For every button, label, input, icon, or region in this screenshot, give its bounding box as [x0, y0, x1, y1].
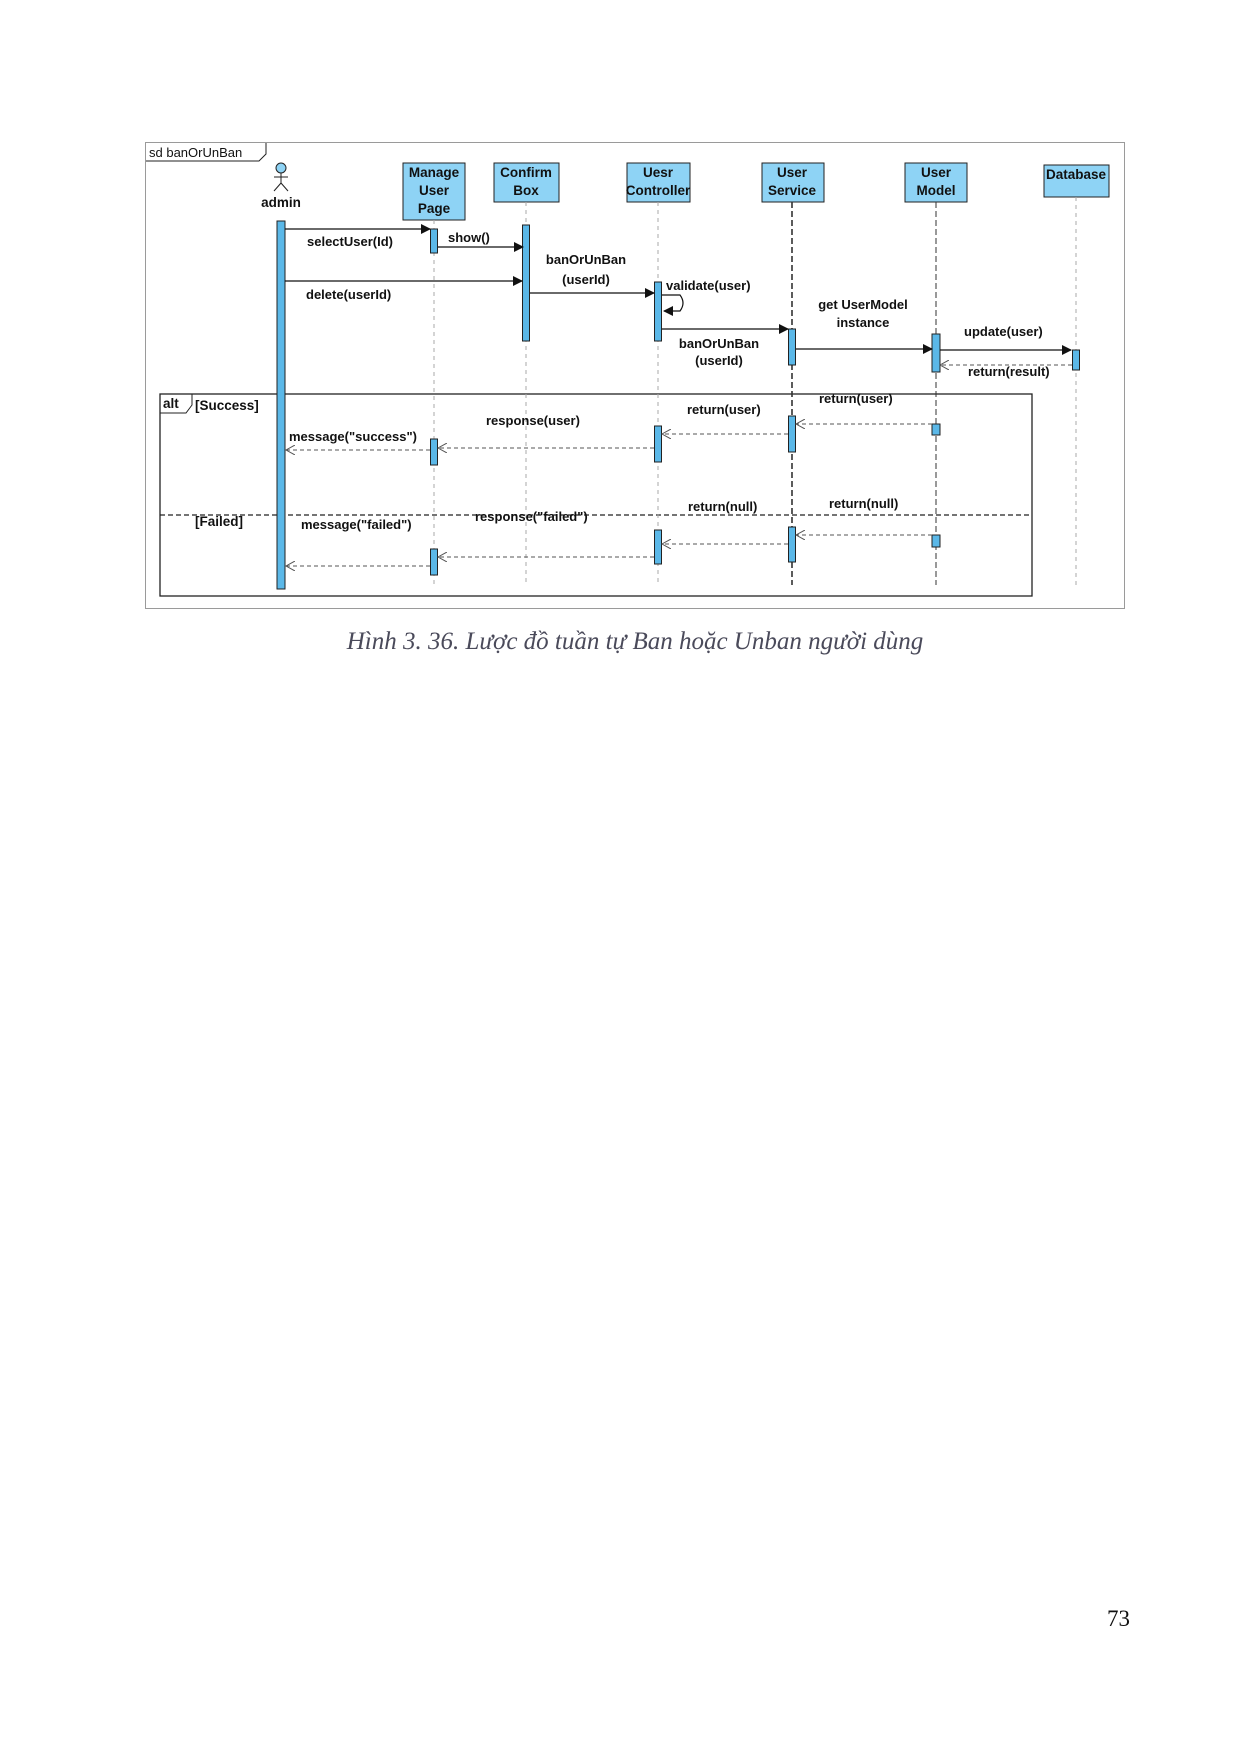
- message-label: return(user): [819, 391, 893, 406]
- activation-model: [932, 334, 940, 372]
- message-label: instance: [836, 315, 890, 330]
- message-label: validate(user): [666, 278, 751, 293]
- guard-failed: [Failed]: [195, 514, 244, 529]
- activation-service: [789, 527, 796, 562]
- alt-operator-label: alt: [163, 396, 179, 411]
- message-label: return(result): [968, 364, 1050, 379]
- lifeline-label-confirm: Confirm: [500, 165, 552, 180]
- lifeline-label-model: Model: [916, 183, 956, 198]
- figure-caption: Hình 3. 36. Lược đồ tuần tự Ban hoặc Unban người dùng: [346, 628, 924, 655]
- lifeline-label-database: Database: [1045, 167, 1107, 182]
- lifeline-label-manage: User: [418, 183, 450, 198]
- message-label: return(user): [687, 402, 761, 417]
- lifeline-label-manage: Page: [417, 201, 451, 216]
- message-label: update(user): [964, 324, 1043, 339]
- activation-controller: [655, 282, 662, 341]
- message-label: delete(userId): [306, 287, 392, 302]
- lifeline-label-service: Service: [767, 183, 817, 198]
- guard-success: [Success]: [195, 398, 259, 413]
- message-label: (userId): [562, 272, 610, 287]
- activation-service: [789, 416, 796, 452]
- lifeline-label-confirm: Box: [513, 183, 539, 198]
- activation-controller: [655, 530, 662, 564]
- activation-database: [1073, 350, 1080, 370]
- lifeline-label-service: User: [776, 165, 808, 180]
- activation-actor: [277, 221, 285, 589]
- message-label: banOrUnBan: [545, 252, 627, 267]
- message-label: selectUser(Id): [307, 234, 393, 249]
- message-label: message("failed"): [301, 517, 412, 532]
- activation-service: [789, 329, 796, 365]
- frame-label: sd banOrUnBan: [149, 145, 243, 160]
- activation-controller: [655, 426, 662, 462]
- actor-leg-icon: [281, 183, 288, 191]
- lifeline-label-controller: Controller: [625, 183, 691, 198]
- message-arrow-self: [662, 295, 683, 311]
- activation-model: [932, 535, 940, 547]
- activation-manage: [431, 549, 438, 575]
- lifeline-label-manage: Manage: [408, 165, 460, 180]
- message-label: response("failed"): [475, 509, 588, 524]
- page-number: 73: [1107, 1606, 1130, 1631]
- actor-leg-icon: [274, 183, 281, 191]
- message-label: (userId): [695, 353, 743, 368]
- actor-head-icon: [276, 163, 286, 173]
- message-label: banOrUnBan: [678, 336, 760, 351]
- lifeline-label-model: User: [920, 165, 952, 180]
- message-label: response(user): [486, 413, 580, 428]
- activation-confirm: [523, 225, 530, 341]
- lifeline-label-controller: Uesr: [642, 165, 674, 180]
- message-label: show(): [448, 230, 490, 245]
- message-label: return(null): [829, 496, 899, 511]
- activation-manage: [431, 229, 438, 253]
- activation-model: [932, 424, 940, 435]
- message-label: message("success"): [289, 429, 417, 444]
- message-label: return(null): [688, 499, 758, 514]
- activation-manage: [431, 439, 438, 465]
- message-label: get UserModel: [818, 297, 908, 312]
- sequence-diagram: [145, 142, 1125, 609]
- sequence-diagram-canvas: [146, 143, 1126, 610]
- actor-name: admin: [261, 195, 301, 210]
